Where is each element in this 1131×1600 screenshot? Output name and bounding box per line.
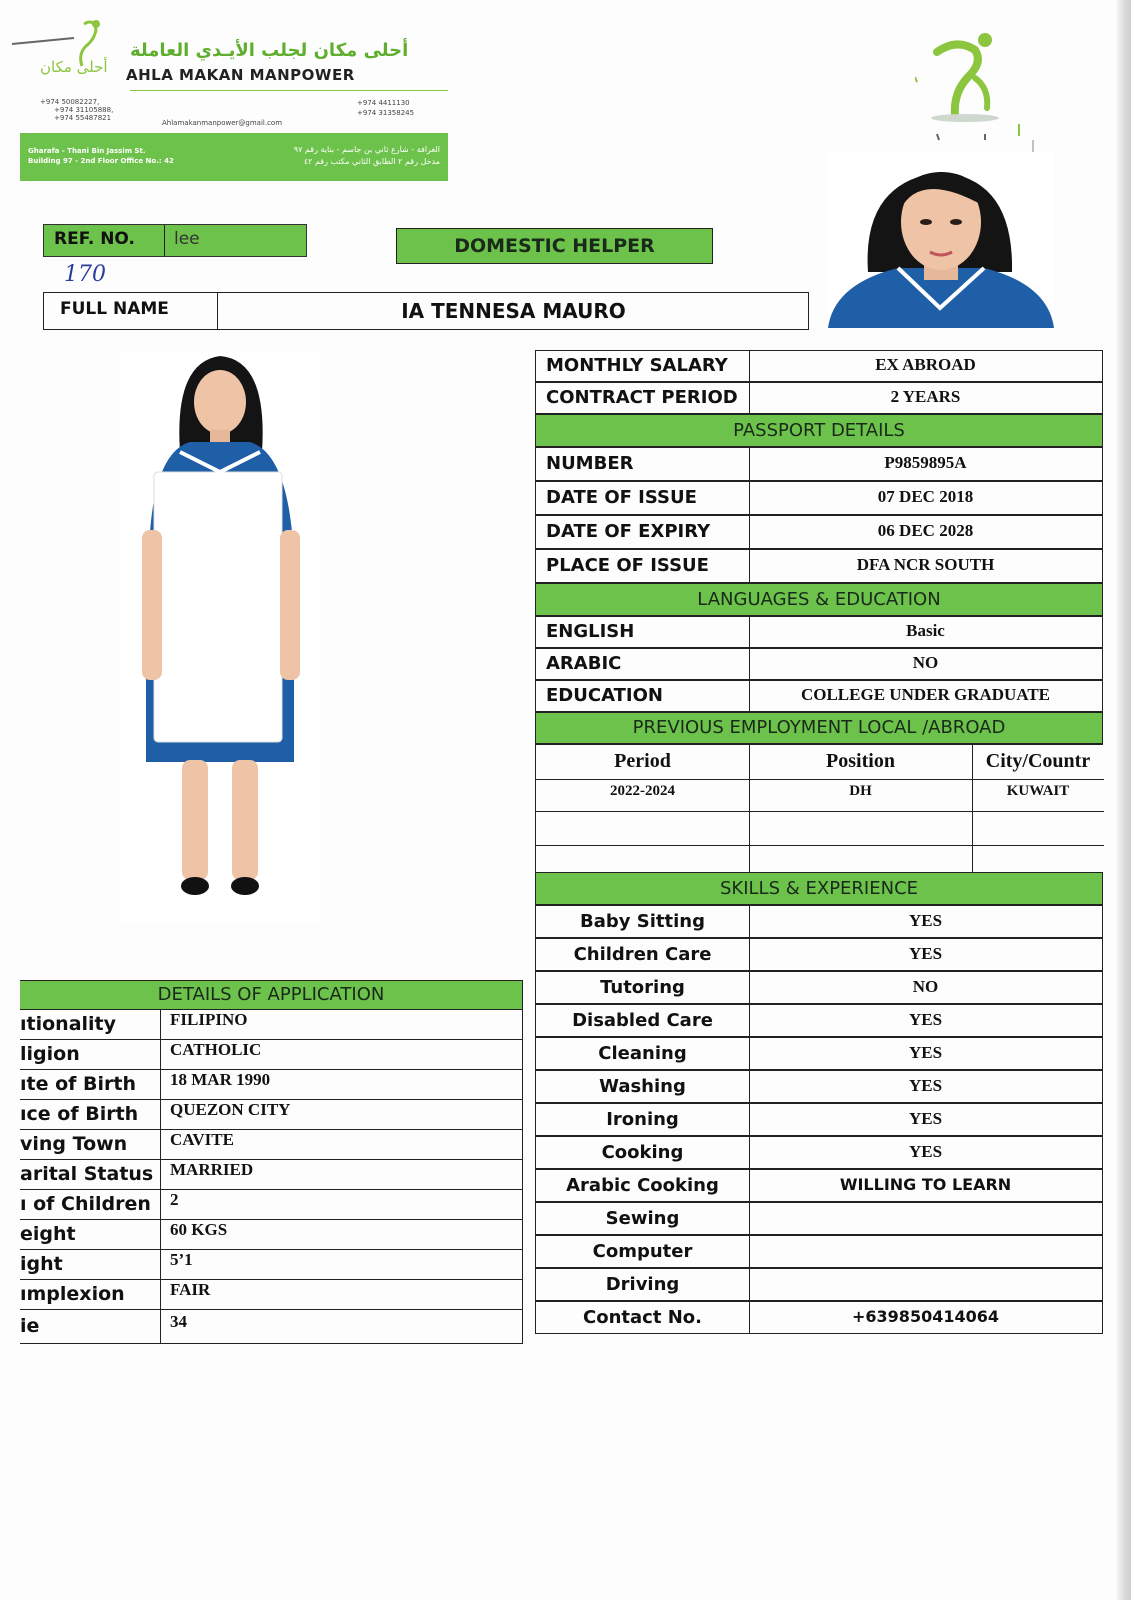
skill-row-label: Arabic Cooking (566, 1174, 719, 1196)
application-row-label: ıte of Birth (20, 1073, 137, 1095)
skill-row-label: Ironing (606, 1108, 679, 1130)
phone-left-3: +974 55487821 (54, 114, 112, 122)
phones-left (40, 98, 113, 122)
application-row (20, 1040, 523, 1070)
skill-row-value: YES (908, 1075, 943, 1095)
full-name-value: IA TENNESA MAURO (401, 299, 626, 323)
language-row-label: EDUCATION (546, 685, 663, 706)
application-row-value: 2 (170, 1190, 179, 1209)
passport-row-label: PLACE OF ISSUE (546, 555, 709, 576)
phone-left-1: +974 50082227, (40, 98, 100, 106)
application-row (20, 1130, 523, 1160)
application-row-value: 5’1 (170, 1250, 193, 1269)
details-of-application-title: DETAILS OF APPLICATION (157, 984, 385, 1005)
skill-row-value: YES (908, 1042, 943, 1062)
language-row-label: ARABIC (546, 653, 622, 674)
application-row-label: ı of Children (20, 1193, 151, 1215)
skill-row (535, 1202, 1103, 1235)
application-row-label: ight (20, 1253, 63, 1275)
passport-row-label: NUMBER (546, 453, 634, 474)
skill-row-value: WILLING TO LEARN (839, 1174, 1012, 1194)
application-row (20, 1280, 523, 1310)
application-row-value: 34 (170, 1312, 187, 1331)
employment-cell: KUWAIT (1006, 783, 1070, 799)
phone-right-2: +974 31358245 (357, 109, 415, 117)
skill-row-label: Baby Sitting (580, 910, 705, 932)
employment-table (535, 744, 1103, 878)
language-row-value: NO (912, 653, 939, 672)
address-band (20, 133, 448, 181)
skill-row (535, 1268, 1103, 1301)
skill-row-label: Computer (592, 1240, 693, 1262)
application-row-value: CAVITE (170, 1130, 234, 1149)
employment-cell: 2022-2024 (610, 783, 675, 799)
application-row-label: ıtionality (20, 1013, 117, 1035)
skill-row-value: YES (908, 910, 943, 930)
application-row-value: FILIPINO (170, 1010, 248, 1029)
skill-row-value: YES (908, 943, 943, 963)
application-row-value: 60 KGS (170, 1220, 228, 1239)
position-title-box (396, 228, 713, 264)
skill-row-value: YES (908, 1009, 943, 1029)
employment-cell: DH (849, 783, 872, 799)
address-en-2: Building 97 - 2nd Floor Office No.: 42 (28, 157, 174, 165)
application-row-value: MARRIED (170, 1160, 254, 1179)
skill-row-value: YES (908, 1108, 943, 1128)
address-ar-1: الغرافة - شارع ثاني بن جاسم - بناية رقم ٩٧ (293, 145, 440, 154)
skill-row-label: Washing (599, 1075, 686, 1097)
language-row-label: ENGLISH (546, 621, 635, 642)
application-row-label: ımplexion (20, 1283, 125, 1305)
logo-arabic-text: أحلى مكان (40, 58, 108, 76)
application-row-value: 18 MAR 1990 (170, 1070, 271, 1089)
application-row-label: eight (20, 1223, 76, 1245)
application-row (20, 1310, 523, 1344)
position-title: DOMESTIC HELPER (454, 235, 655, 257)
address-en-1: Gharafa - Thani Bin Jassim St. (28, 147, 146, 155)
skill-row (535, 938, 1103, 971)
job-row (535, 382, 1103, 414)
full-name-box (43, 292, 809, 330)
contact-number-row (535, 1301, 1103, 1334)
passport-row (535, 481, 1103, 515)
details-of-application-header (20, 980, 523, 1010)
application-row (20, 1190, 523, 1220)
passport-row-value: DFA NCR SOUTH (856, 555, 995, 574)
skill-row (535, 971, 1103, 1004)
language-row-value: COLLEGE UNDER GRADUATE (800, 685, 1051, 704)
skills-experience-header (535, 872, 1103, 905)
skill-row-value: YES (908, 1141, 943, 1161)
letterhead (12, 18, 457, 183)
phone-left-2: +974 31105888, (54, 106, 114, 114)
employment-header-cell: City/Countr (985, 750, 1091, 772)
application-row (20, 1010, 523, 1040)
skill-row (535, 905, 1103, 938)
skill-row (535, 1004, 1103, 1037)
skill-row (535, 1136, 1103, 1169)
application-row-label: ie (20, 1315, 40, 1337)
passport-row-value: 06 DEC 2028 (877, 521, 974, 540)
application-row (20, 1100, 523, 1130)
language-row (535, 648, 1103, 680)
passport-details-header-title: PASSPORT DETAILS (733, 419, 905, 441)
skill-row-label: Children Care (573, 943, 712, 965)
languages-education-header-title: LANGUAGES & EDUCATION (697, 588, 941, 610)
job-row (535, 350, 1103, 382)
application-row (20, 1220, 523, 1250)
skill-row-label: Sewing (605, 1207, 680, 1229)
application-row-label: ligion (20, 1043, 80, 1065)
skill-row (535, 1037, 1103, 1070)
address-ar-2: مدخل رقم ٢ الطابق الثاني مكتب رقم ٤٢ (303, 157, 440, 166)
application-row-label: ıce of Birth (20, 1103, 139, 1125)
full-body-photo (120, 352, 320, 922)
application-row-value: QUEZON CITY (170, 1100, 291, 1119)
previous-employment-header-title: PREVIOUS EMPLOYMENT LOCAL /ABROAD (632, 717, 1006, 738)
ref-no-box (43, 224, 307, 257)
language-row-value: Basic (906, 621, 945, 640)
skill-row (535, 1169, 1103, 1202)
passport-row-label: DATE OF EXPIRY (546, 521, 711, 542)
passport-row (535, 549, 1103, 583)
application-row-value: CATHOLIC (170, 1040, 262, 1059)
full-name-label: FULL NAME (60, 299, 169, 319)
passport-row (535, 447, 1103, 481)
application-row-label: ving Town (20, 1133, 128, 1155)
previous-employment-header (535, 712, 1103, 744)
company-name-english: AHLA MAKAN MANPOWER (126, 66, 355, 84)
skill-row (535, 1103, 1103, 1136)
skill-row-label: Tutoring (600, 976, 685, 998)
passport-details-header (535, 414, 1103, 447)
application-row (20, 1250, 523, 1280)
application-row-label: arital Status (20, 1163, 154, 1185)
skills-experience-header-title: SKILLS & EXPERIENCE (719, 877, 919, 899)
ref-handwritten-number: 170 (64, 262, 106, 287)
skill-row-label: Cleaning (598, 1042, 687, 1064)
skill-row (535, 1070, 1103, 1103)
company-logo-small (12, 18, 122, 88)
passport-row-value: P9859895A (884, 453, 967, 472)
phones-right (357, 98, 414, 118)
language-row (535, 680, 1103, 712)
skill-row-value: NO (912, 976, 939, 996)
passport-row-value: 07 DEC 2018 (877, 487, 974, 506)
languages-education-header (535, 583, 1103, 616)
job-row-value: EX ABROAD (875, 355, 976, 374)
ref-no-label: REF. NO. (54, 229, 135, 249)
phone-right-1: +974 4411130 (357, 99, 410, 107)
ref-no-value: lee (174, 229, 200, 249)
company-name-arabic: أحلى مكان لجلب الأيـدي العاملة (130, 40, 409, 61)
contact-number-row-label: Contact No. (583, 1306, 702, 1328)
scan-page-edge (1117, 0, 1131, 1600)
employment-header-cell: Period (614, 750, 671, 772)
skill-row-label: Driving (605, 1273, 680, 1295)
job-row-value: 2 YEARS (890, 387, 961, 406)
contact-number-row-value: +639850414064 (852, 1306, 999, 1326)
job-row-label: CONTRACT PERIOD (546, 387, 738, 408)
skill-row-label: Cooking (601, 1141, 684, 1163)
passport-row (535, 515, 1103, 549)
passport-row-label: DATE OF ISSUE (546, 487, 697, 508)
application-row (20, 1160, 523, 1190)
application-row-value: FAIR (170, 1280, 211, 1299)
employment-header-cell: Position (826, 750, 895, 772)
skill-row (535, 1235, 1103, 1268)
portrait-photo (828, 152, 1054, 328)
job-row-label: MONTHLY SALARY (546, 355, 728, 376)
skill-row-label: Disabled Care (572, 1009, 713, 1031)
email-text: Ahlamakanmanpower@gmail.com (162, 119, 283, 127)
header-divider (130, 90, 448, 91)
language-row (535, 616, 1103, 648)
application-row (20, 1070, 523, 1100)
